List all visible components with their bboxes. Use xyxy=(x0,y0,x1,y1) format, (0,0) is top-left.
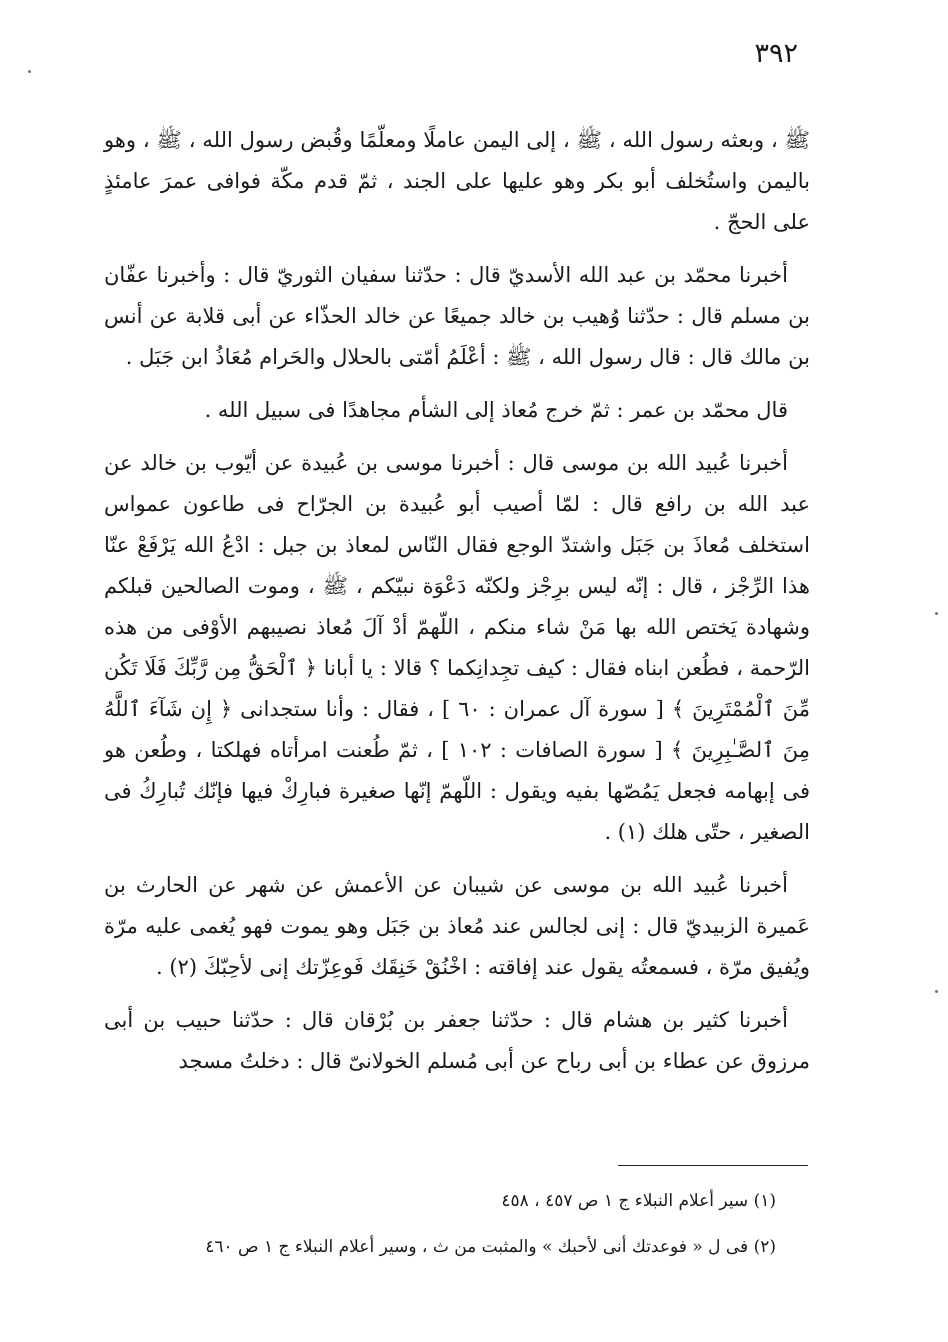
paragraph: ﷺ ، وبعثه رسول الله ، ﷺ ، إلى اليمن عاملًا ومعلّمًا وقُبض رسول الله ، ﷺ ، وهو باليمن واستُخلف أبو بكر وهو عليها على الجند ، ثمّ قدم مكّة فوافى عمرَ عامئذٍ على الحجّ . xyxy=(104,128,810,234)
footnote: (٢) فى ل « فوعدتك أنى لأحبك » والمثبت من ث ، وسير أعلام النبلاء ج ١ ص ٤٦٠ xyxy=(205,1237,776,1257)
body-text xyxy=(104,120,810,1094)
page-number: ٣٩٢ xyxy=(754,38,798,69)
paragraph: أخبرنا محمّد بن عبد الله الأسديّ قال : حدّثنا سفيان الثوريّ قال : وأخبرنا عفّان بن مسلم قال : حدّثنا وُهيب بن خالد جميعًا عن خالد الحذّاء عن أبى قلابة عن أنس بن مالك قال : قال رسول الله ، ﷺ : أعْلَمُ أمّتى بالحلال والحَرام مُعَاذُ ابن جَبَل . xyxy=(104,263,810,369)
paragraph: أخبرنا عُبيد الله بن موسى عن شيبان عن الأعمش عن شهر عن الحارث بن عَميرة الزبيديّ قال : إنى لجالس عند مُعاذ بن جَبَل وهو يموت فهو يُغمى عليه مرّة ويُفيق مرّة ، فسمعتُه يقول عند إفاقته : اخْنُقْ خَنِقَك فَوعِزّتك إنى لأحِبّكَ (٢) . xyxy=(104,873,810,979)
footnote: (١) سير أعلام النبلاء ج ١ ص ٤٥٧ ، ٤٥٨ xyxy=(501,1191,776,1211)
footnote-separator xyxy=(618,1165,808,1166)
scan-speck xyxy=(935,612,938,615)
paragraph: أخبرنا عُبيد الله بن موسى قال : أخبرنا موسى بن عُبيدة عن أيّوب بن خالد عن عبد الله بن رافع قال : لمّا أصيب أبو عُبيدة بن الجرّاح فى طاعون عمواس استخلف مُعاذَ بن جَبَل واشتدّ الوجع فقال النّاس لمعاذ بن جبل : ادْعُ الله يَرْفَعْ عنّا هذا الرِّجْز ، قال : إنّه ليس برِجْز ولكنّه دَعْوَة نبيّكم ، ﷺ ، وموت الصالحين قبلكم وشهادة يَختص الله بها مَنْ شاء منكم ، اللّهمّ أدْ آلَ مُعاذ نصيبهم الأوْفى من هذه الرّحمة ، فطُعن ابناه فقال : كيف تجِدانِكما ؟ قالا : يا أبانا ﴿ ٱلْحَقُّ مِن رَّبِّكَ فَلَا تَكُن مِّنَ ٱلْمُمْتَرِينَ ﴾ [ سورة آل عمران : ٦٠ ] ، فقال : وأنا ستجدانى ﴿ إِن شَآءَ ٱللَّهُ مِنَ ٱلصَّـٰبِرِينَ ﴾ [ سورة الصافات : ١٠٢ ] ، ثمّ طُعنت امرأتاه فهلكتا ، وطُعن هو فى إبهامه فجعل يَمُصّها بفيه ويقول : اللّهمّ إنّها صغيرة فبارِكْ فيها فإنّك تُبارِكُ فى الصغير ، حتّى هلك (١) . xyxy=(104,451,810,844)
scan-speck xyxy=(935,990,938,993)
paragraph: أخبرنا كثير بن هشام قال : حدّثنا جعفر بن بُرْقان قال : حدّثنا حبيب بن أبى مرزوق عن عطاء بن أبى رباح عن أبى مُسلم الخولانىّ قال : دخلتُ مسجد xyxy=(104,1008,810,1073)
footnotes xyxy=(104,1178,810,1270)
paragraph: قال محمّد بن عمر : ثمّ خرج مُعاذ إلى الشأم مجاهدًا فى سبيل الله . xyxy=(204,398,788,422)
scan-speck xyxy=(28,70,31,73)
